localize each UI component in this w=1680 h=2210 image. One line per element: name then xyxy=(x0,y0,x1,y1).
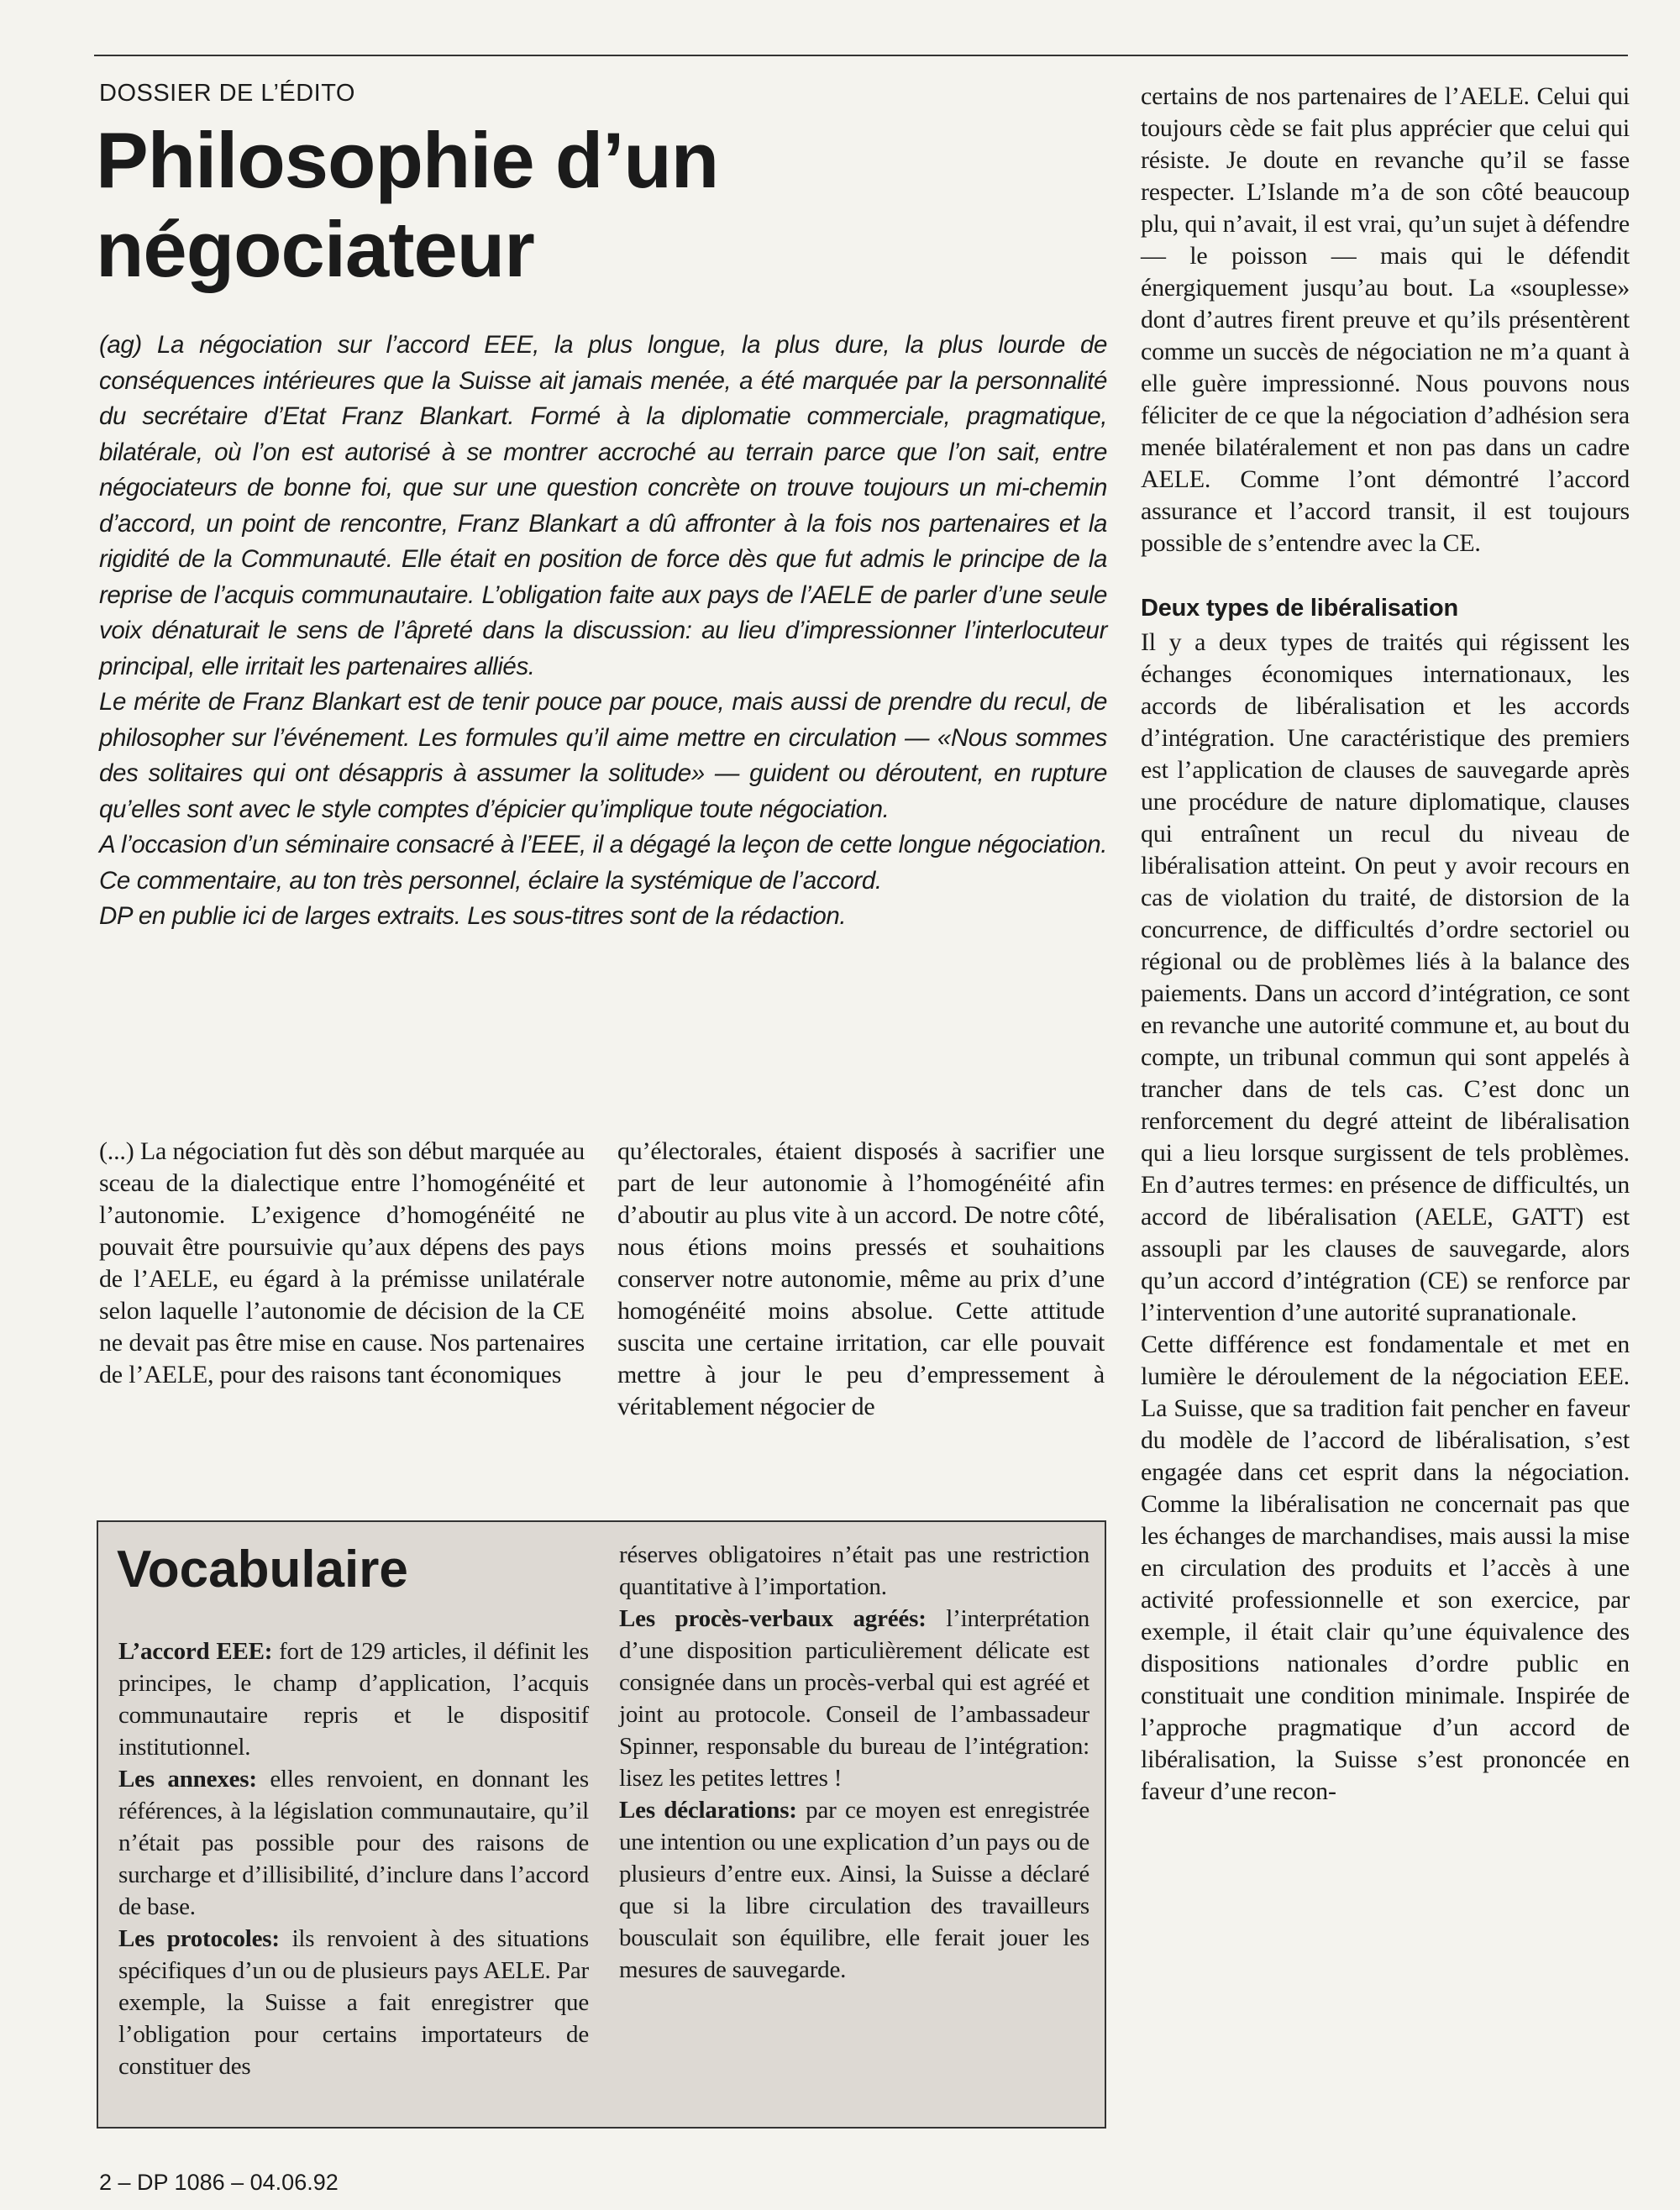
vocabulary-column-1 xyxy=(118,1635,589,2082)
vocabulary-definition: fort de 129 articles, il définit les principes, le champ d’application, l’acquis communautaire repris et le dispositif institutionnel. xyxy=(118,1638,589,1761)
vocabulary-entry xyxy=(619,1794,1089,1986)
vocabulary-term: Les annexes: xyxy=(118,1766,257,1793)
vocabulary-definition: par ce moyen est enregistrée une intention ou une explication d’un pays ou de plusieurs d’entre eux. Ainsi, la Suisse a déclaré que si la libre circulation des travailleurs bousculait son équilibre, elle ferait jouer les mesures de sauvegarde. xyxy=(619,1797,1090,1983)
vocabulary-entry xyxy=(118,1763,589,1923)
vocabulary-term: Les protocoles: xyxy=(118,1925,280,1952)
title-line-2: négociateur xyxy=(96,205,534,293)
vocabulary-entry xyxy=(619,1603,1089,1794)
body-column-2 xyxy=(617,1136,1105,1423)
vocabulary-definition: ils renvoient à des situations spécifiques d’un ou de plusieurs pays AELE. Par exemple, la Suisse a fait enregistrer que l’obligation pour certains importateurs de constituer des xyxy=(118,1925,589,2080)
intro-paragraph: A l’occasion d’un séminaire consacré à l’EEE, il a dégagé la leçon de cette longue négociation. Ce commentaire, au ton très personnel, éclaire la systémique de l’accord. xyxy=(99,831,1107,895)
body-column-1 xyxy=(99,1136,585,1391)
subheading: Deux types de libéralisation xyxy=(1141,595,1458,622)
title-line-1: Philosophie d’un xyxy=(96,116,719,204)
body-paragraph: certains de nos partenaires de l’AELE. Celui qui toujours cède se fait plus apprécier que celui qui résiste. Je doute en revanche qu’il se fasse respecter. L’Islande m’a de son côté beaucoup plu, qui n’avait, il est vrai, qu’un sujet à défendre — le poisson — mais qui le défendit énergiquement jusqu’au bout. La «souplesse» dont d’autres firent preuve et qu’ils présentèrent comme un succès de négociation ne m’a quant à elle guère impressionné. Nous pouvons nous féliciter de ce que la négociation d’adhésion sera menée bilatéralement et non pas dans un cadre AELE. Comme l’ont démontré l’accord assurance et l’accord transit, il est toujours possible de s’entendre avec la CE. xyxy=(1141,82,1630,557)
vocabulary-term: Les procès-verbaux agréés: xyxy=(619,1605,927,1632)
body-paragraph: Cette différence est fondamentale et met en lumière le déroulement de la négociation EEE. La Suisse, que sa tradition fait pencher en faveur du modèle de l’accord de libéralisation, s’est engagée dans cet esprit dans la négociation. Comme la libéralisation ne concernait pas que les échanges de marchandises, mais aussi la mise en circulation des produits et l’accès à une activité professionnelle et son exercice, par exemple, il était clair qu’une équivalence des dispositions nationales d’ordre public en constituait une condition minimale. Inspirée de l’approche pragmatique d’un accord de libéralisation, la Suisse s’est prononcée en faveur d’une recon- xyxy=(1141,1331,1630,1805)
vocabulary-entry xyxy=(118,1635,589,1763)
vocabulary-definition: l’interprétation d’une disposition particulièrement délicate est consignée dans un procès-verbal qui est agréé et joint au protocole. Conseil de l’ambassadeur Spinner, responsable du bureau de l’intégration: lisez les petites lettres ! xyxy=(619,1605,1089,1792)
vocabulary-box xyxy=(97,1520,1106,2129)
vocabulary-term: Les déclarations: xyxy=(619,1797,797,1824)
article-title xyxy=(96,116,1104,294)
top-rule xyxy=(94,55,1628,56)
body-column-right xyxy=(1141,81,1630,1808)
section-label: DOSSIER DE L’ÉDITO xyxy=(99,80,355,107)
body-paragraph: qu’électorales, étaient disposés à sacrifier une part de leur autonomie à l’homogénéité afin d’aboutir au plus vite à un accord. De notre côté, nous étions moins pressés et souhaitions conserver notre autonomie, même au prix d’une homogénéité moins absolue. Cette attitude suscita une certaine irritation, car elle pouvait mettre à jour le peu d’empressement à véritablement négocier de xyxy=(617,1137,1105,1420)
body-paragraph: (...) La négociation fut dès son début marquée au sceau de la dialectique entre l’homogénéité et l’autonomie. L’exigence d’homogénéité ne pouvait être poursuivie qu’aux dépens des pays de l’AELE, eu égard à la prémisse unilatérale selon laquelle l’autonomie de décision de la CE ne devait pas être mise en cause. Nos partenaires de l’AELE, pour des raisons tant économiques xyxy=(99,1137,585,1388)
page-footer: 2 – DP 1086 – 04.06.92 xyxy=(99,2170,339,2195)
vocabulary-continuation: réserves obligatoires n’était pas une restriction quantitative à l’importation. xyxy=(619,1541,1089,1600)
intro-paragraph: (ag) La négociation sur l’accord EEE, la plus longue, la plus dure, la plus lourde de conséquences intérieures que la Suisse ait jamais menée, a été marquée par la personnalité du secrétaire d’Etat Franz Blankart. Formé à la diplomatie commerciale, pragmatique, bilatérale, où l’on est autorisé à se montrer accroché au terrain parce que l’on sait, entre négociateurs de bonne foi, que sur une question concrète on trouve toujours un mi-chemin d’accord, un point de rencontre, Franz Blankart a dû affronter à la fois nos partenaires et la rigidité de la Communauté. Elle était en position de force dès que fut admis le principe de la reprise de l’acquis communautaire. L’obligation faite aux pays de l’AELE de parler d’une seule voix dénaturait le sens de l’âpreté dans la discussion: au lieu d’impressionner l’interlocuteur principal, elle irritait les partenaires alliés. xyxy=(99,331,1107,680)
intro-paragraph: DP en publie ici de larges extraits. Les sous-titres sont de la rédaction. xyxy=(99,902,847,930)
vocabulary-title: Vocabulaire xyxy=(117,1541,408,1598)
vocabulary-term: L’accord EEE: xyxy=(118,1638,273,1665)
vocabulary-entry xyxy=(118,1923,589,2082)
intro-lead xyxy=(99,328,1107,935)
vocabulary-column-2 xyxy=(619,1539,1089,1986)
intro-paragraph: Le mérite de Franz Blankart est de tenir pouce par pouce, mais aussi de prendre du recul, de philosopher sur l’événement. Les formules qu’il aime mettre en circulation — «Nous sommes des solitaires qui ont désappris à assumer la solitude» — guident ou déroutent, en rupture qu’elles sont avec le style comptes d’épicier qu’implique toute négociation. xyxy=(99,688,1107,823)
vocabulary-definition: elles renvoient, en donnant les références, à la législation communautaire, qu’il n’était pas possible pour des raisons de surcharge et d’illisibilité, d’inclure dans l’accord de base. xyxy=(118,1766,589,1920)
body-paragraph: Il y a deux types de traités qui régissent les échanges économiques internationaux, les accords de libéralisation et les accords d’intégration. Une caractéristique des premiers est l’application de clauses de sauvegarde après une procédure de nature diplomatique, clauses qui entraînent un recul du niveau de libéralisation atteint. On peut y avoir recours en cas de violation du traité, de distorsion de la concurrence, de difficultés d’ordre sectoriel ou régional ou de problèmes liés à la balance des paiements. Dans un accord d’intégration, ce sont en revanche une autorité commune et, au bout du compte, un tribunal commun qui sont appelés à trancher dans de tels cas. C’est donc un renforcement du degré atteint de libéralisation qui a lieu lorsque surgissent de tels problèmes. En d’autres termes: en présence de difficultés, un accord de libéralisation (AELE, GATT) est assoupli par les clauses de sauvegarde, alors qu’un accord d’intégration (CE) se renforce par l’intervention d’une autorité supranationale. xyxy=(1141,628,1630,1326)
